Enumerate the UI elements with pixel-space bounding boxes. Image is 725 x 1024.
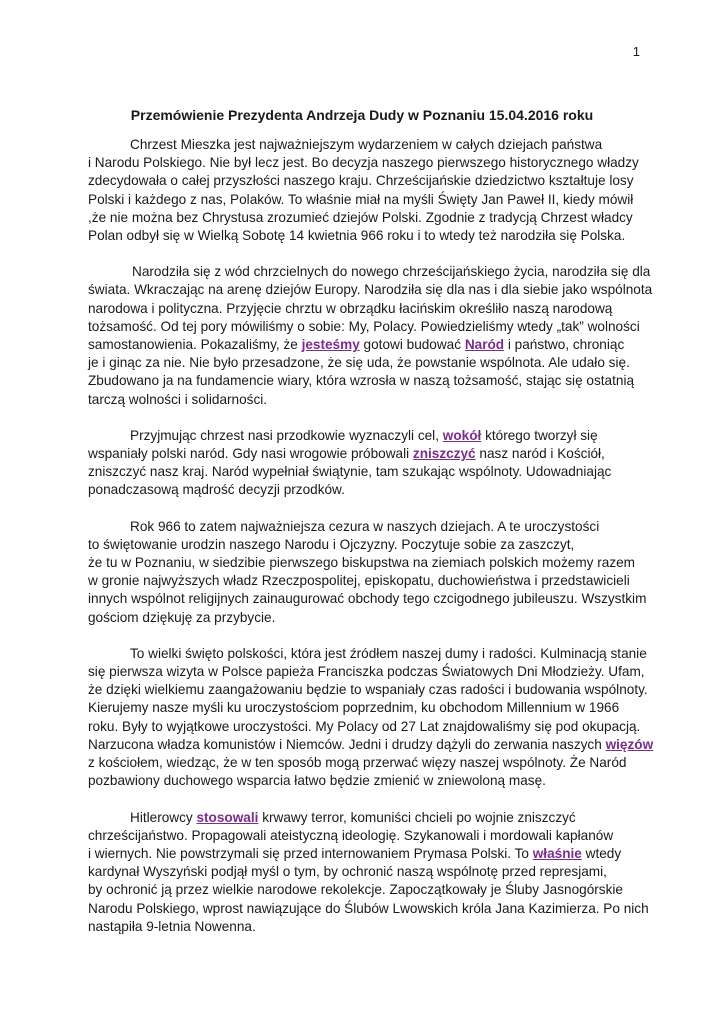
text-segment: świata. Wkraczając na arenę dziejów Europy. Narodziła się dla nas i dla siebie jako wspólnota [88,282,653,298]
text-line [88,590,648,608]
text-line [88,663,648,681]
text-segment: Rok 966 to zatem najważniejsza cezura w naszych dziejach. A te uroczystości [130,518,600,534]
text-line [88,900,648,918]
document-title: Przemówienie Prezydenta Andrzeja Dudy w Poznaniu 15.04.2016 roku [130,107,594,123]
highlighted-word: wokół [442,427,482,443]
text-segment: Narodziła się z wód chrzcielnych do nowego chrześcijańskiego życia, narodziła się dla [132,264,651,280]
text-segment: że tu w Poznaniu, w siedzibie pierwszego biskupstwa na ziemiach polskich możemy razem [88,555,636,571]
paragraph [88,809,648,936]
text-line [88,427,648,445]
highlighted-word: więzów [605,736,654,752]
text-line [88,300,648,318]
page-number: 1 [632,44,640,59]
text-segment: wspaniały polski naród. Gdy nasi wrogowie próbowali [88,446,413,462]
text-line [88,845,648,863]
text-segment: z kościołem, wiedząc, że w ten sposób mogą przerwać więzy naszej wspólnoty. Że Naród [88,755,627,771]
paragraph [88,518,648,627]
text-line [88,172,648,190]
text-segment: ,że nie można bez Chrystusa zrozumieć dziejów Polski. Zgodnie z tradycją Chrzest władcy [88,209,633,225]
text-line [88,809,648,827]
text-segment: Narodu Polskiego, wprost nawiązujące do Ślubów Lwowskich króla Jana Kazimierza. Po nich [88,900,649,916]
text-line [88,645,648,663]
text-line [88,281,653,299]
text-segment: zdecydowała o całej przyszłości naszego kraju. Chrześcijańskie dziedzictwo kształtuje losy [88,173,634,189]
paragraph [88,136,648,245]
text-line [88,699,648,717]
text-segment: kardynał Wyszyński podjął myśl o tym, by ochronić naszą wspólnotę przed represjami, [88,864,607,880]
text-segment: Zbudowano ja na fundamencie wiary, która wzrosła w naszą tożsamość, stając się ostatnią [88,373,635,389]
text-segment: że dzięki wielkiemu zaangażowaniu będzie to wspaniały czas radości i budowania wspólnoty. [88,682,648,698]
text-segment: Polan odbył się w Wielką Sobotę 14 kwietnia 966 roku i to wtedy też narodziła się Polska. [88,228,626,244]
paragraph [88,645,654,791]
text-segment: nasz naród i Kościół, [475,446,605,462]
text-segment: je i ginąc za nie. Nie było przesadzone, że się uda, że powstanie wspólnota. Ale udało się. [88,355,630,371]
text-segment: narodowa i polityczna. Przyjęcie chrztu w obrządku łacińskim określiło naszą narodową [88,300,613,316]
text-segment: nastąpiła 9-letnia Nowenna. [88,918,256,934]
text-line [88,372,648,390]
text-segment: i państwo, chroniąc [504,337,625,353]
text-line [88,354,648,372]
text-segment: tarczą wolności i solidarności. [88,391,268,407]
text-line [88,191,648,209]
text-line [88,681,648,699]
text-segment: ponadczasową mądrość decyzji przodków. [88,482,345,498]
text-line [88,227,648,245]
text-line [88,518,648,536]
text-segment: innych wspólnot religijnych zainaugurować obchody tego czcigodnego jubileuszu. Wszystkim [88,591,647,607]
text-segment: roku. Były to wyjątkowe uroczystości. My Polacy od 27 Lat znajdowaliśmy się pod okupacją. [88,718,641,734]
highlighted-word: zniszczyć [412,446,476,462]
text-segment: tożsamość. Od tej pory mówiliśmy o sobie: My, Polacy. Powiedzieliśmy wtedy „tak” wolności [88,318,640,334]
text-segment: chrześcijaństwo. Propagowali ateistyczną ideologię. Szykanowali i mordowali kapłanów [88,827,614,843]
text-line [88,154,648,172]
paragraph [88,427,648,500]
text-segment: wtedy [581,845,622,861]
text-line [88,881,648,899]
text-line [88,736,654,754]
text-segment: by ochronić ją przez wielkie narodowe rekolekcje. Zapoczątkowały je Śluby Jasnogórskie [88,882,623,898]
text-segment: samostanowienia. Pokazaliśmy, że [88,337,302,353]
text-segment: gotowi budować [359,337,465,353]
text-line [88,863,648,881]
text-line [88,136,648,154]
text-line [88,336,648,354]
text-segment: Polski i każdego z nas, Polaków. To właśnie miał na myśli Święty Jan Paweł II, kiedy mówił [88,191,634,207]
highlighted-word: jesteśmy [301,337,360,353]
text-line [88,463,648,481]
text-segment: krwawy terror, komuniści chcieli po wojnie zniszczyć [258,809,576,825]
highlighted-word: właśnie [532,845,582,861]
text-segment: Przyjmując chrzest nasi przodkowie wyznaczyli cel, [130,427,443,443]
text-line [88,754,648,772]
text-segment: Hitlerowcy [130,809,197,825]
text-line [88,554,648,572]
text-line [88,445,648,463]
text-segment: Chrzest Mieszka jest najważniejszym wydarzeniem w całych dziejach państwa [130,137,603,152]
document-body [88,136,654,954]
text-segment: i wiernych. Nie powstrzymali się przed internowaniem Prymasa Polski. To [88,845,533,861]
text-line [88,209,648,227]
text-line [88,481,648,499]
text-segment: którego tworzył się [481,427,598,443]
highlighted-word: Naród [464,337,505,353]
text-line [88,263,651,281]
text-segment: gościom dziękuję za przybycie. [88,609,276,625]
text-line [88,318,648,336]
text-line [88,609,648,627]
text-segment: pozbawiony duchowego wsparcia łatwo będzie zmienić w zniewoloną masę. [88,773,546,789]
text-line [88,772,648,790]
text-segment: zniszczyć nasz kraj. Naród wypełniał świątynie, tam szukając wspólnoty. Udowadniając [88,464,612,480]
text-line [88,536,648,554]
paragraph [88,263,653,409]
text-segment: to świętowanie urodzin naszego Narodu i Ojczyzny. Poczytuje sobie za zaszczyt, [88,536,575,552]
text-segment: Narzucona władza komunistów i Niemców. Jedni i drudzy dążyli do zerwania naszych [88,736,606,752]
highlighted-word: stosowali [196,809,259,825]
text-line [88,827,648,845]
text-segment: Kierujemy nasze myśli ku uroczystościom poprzednim, ku obchodom Millennium w 1966 [88,700,620,716]
text-segment: i Narodu Polskiego. Nie był lecz jest. Bo decyzja naszego pierwszego historycznego władzy [88,155,639,171]
text-line [88,918,648,936]
text-line [88,391,648,409]
text-segment: w gronie najwyższych władz Rzeczpospolitej, episkopatu, duchowieństwa i przedstawicieli [88,573,630,589]
text-segment: się pierwsza wizyta w Polsce papieża Franciszka podczas Światowych Dni Młodzieży. Ufam, [88,664,645,680]
text-line [88,572,648,590]
text-segment: To wielki święto polskości, która jest źródłem naszej dumy i radości. Kulminacją stanie [130,645,647,661]
text-line [88,718,648,736]
